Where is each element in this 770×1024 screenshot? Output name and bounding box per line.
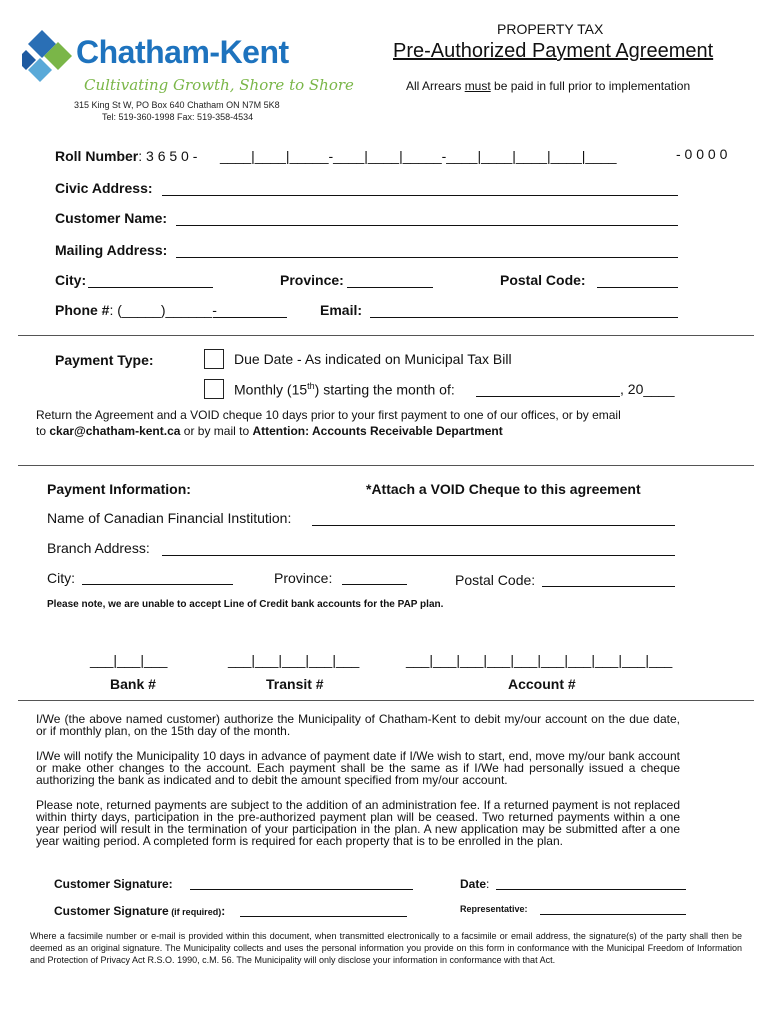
divider-bottom (18, 700, 754, 701)
monthly-start-field[interactable] (476, 396, 620, 397)
representative-field[interactable] (540, 914, 686, 915)
bank-number-label: Bank # (110, 676, 156, 692)
arrears-must: must (464, 79, 491, 93)
return-email-link[interactable]: ckar@chatham-kent.ca (49, 424, 181, 438)
customer-signature-optional-field[interactable] (240, 916, 407, 917)
customer-signature-label: Customer Signature: (54, 877, 173, 891)
payment-information-label: Payment Information: (47, 481, 191, 497)
legal-disclaimer: Where a facsimile number or e-mail is provided within this document, when transmitted electronically to a facsimile or email address, the signature(s) of the party shall then be deemed as an original signature. The Municipality collects and uses the personal information you provide on this form in conformance with the Municipal Freedom of Information and Protection of Privacy Act R.S.O. 1990, c.M. 56. The Municipality will only disclose your information in conformance with that Act. (30, 931, 742, 965)
terms-notification: I/We will notify the Municipality 10 days in advance of payment date if I/We wish to start, end, move my/our bank account or make other changes to the account. Each payment shall be the same as if I/We had personally issued a cheque authorizing the bank as indicated and to debit the amount specified from my/our account. (36, 749, 680, 787)
terms-authorization: I/We (the above named customer) authorize the Municipality of Chatham-Kent to debit my/our account on the due date, or if monthly plan, on the 15th day of the month. (36, 712, 680, 738)
logo-address: 315 King St W, PO Box 640 Chatham ON N7M 5K8 (74, 100, 280, 110)
mailing-address-text: Mailing Address (55, 242, 163, 258)
province-field[interactable] (347, 287, 433, 288)
bank-province-label: Province: (274, 570, 333, 586)
logo-tagline: Cultivating Growth, Shore to Shore (84, 76, 354, 94)
due-date-checkbox[interactable] (204, 349, 224, 369)
date-label: Date: (460, 877, 490, 891)
branch-address-field[interactable] (162, 555, 675, 556)
monthly-sup: th (307, 381, 315, 391)
civic-address-text: Civic Address (55, 180, 148, 196)
monthly-text-a: Monthly (15 (234, 381, 308, 398)
institution-field[interactable] (312, 525, 675, 526)
email-field[interactable] (370, 317, 678, 318)
customer-name-label: Customer Name: (55, 210, 168, 226)
bank-city-label: City: (47, 570, 75, 586)
account-number-input[interactable]: ___|___|___|___|___|___|___|___|___|___ (406, 652, 673, 668)
bank-city-field[interactable] (82, 584, 233, 585)
date-field[interactable] (496, 889, 686, 890)
city-field[interactable] (88, 287, 213, 288)
customer-signature-field[interactable] (190, 889, 413, 890)
bank-number-input[interactable]: ___|___|___ (90, 652, 168, 668)
divider-middle (18, 465, 754, 466)
return-to-text: to (36, 424, 50, 438)
postal-code-field[interactable] (597, 287, 678, 288)
return-attention-text: Attention: Accounts Receivable Department (252, 424, 503, 438)
mailing-address-label: Mailing Address: (55, 242, 168, 258)
terms-returned-payments: Please note, returned payments are subject to the addition of an administration fee. If a returned payment is not replaced within thirty days, participation in the pre-authorized payment plan will be ceased. Two returned payments within a one year period will result in the termination of your participation in the plan. A new application may be submitted after a one year waiting period. A completed form is required for each property that is to be enrolled in the plan. (36, 798, 680, 848)
monthly-checkbox[interactable] (204, 379, 224, 399)
customer-signature-optional-text: Customer Signature (54, 904, 169, 918)
civic-address-field[interactable] (162, 195, 678, 196)
representative-label: Representative: (460, 904, 528, 914)
arrears-text-a: All Arrears (406, 79, 465, 93)
postal-code-text: Postal Code (500, 272, 581, 288)
divider-top (18, 335, 754, 336)
civic-address-label: Civic Address: (55, 180, 153, 196)
transit-number-input[interactable]: ___|___|___|___|___ (228, 652, 360, 668)
city-label: City: (55, 272, 87, 288)
return-instructions-line2 (36, 424, 503, 438)
branch-address-label: Branch Address: (47, 540, 150, 556)
phone-field[interactable] (213, 317, 287, 318)
logo (22, 28, 354, 128)
logo-name: Chatham-Kent (76, 34, 289, 70)
payment-type-label: Payment Type: (55, 352, 154, 368)
city-text: City (55, 272, 82, 288)
customer-name-text: Customer Name (55, 210, 163, 226)
province-label: Province: (280, 272, 344, 288)
roll-prefix: : 3 6 5 0 - (138, 148, 198, 164)
if-required-note: (if required) (168, 907, 222, 917)
page-title: Pre-Authorized Payment Agreement (393, 40, 714, 62)
bank-province-field[interactable] (342, 584, 407, 585)
return-instructions-line1: Return the Agreement and a VOID cheque 10 days prior to your first payment to one of our offices, or by email (36, 408, 621, 422)
credit-note: Please note, we are unable to accept Line of Credit bank accounts for the PAP plan. (47, 599, 444, 610)
roll-number-row (55, 148, 197, 164)
date-text: Date (460, 877, 487, 891)
account-number-label: Account # (508, 676, 576, 692)
postal-code-label: Postal Code: (500, 272, 586, 288)
roll-number-input[interactable]: ____|____|_____-____|____|_____-____|____|____|____|____ (220, 148, 617, 164)
bank-postal-field[interactable] (542, 586, 675, 587)
arrears-text-b: be paid in full prior to implementation (490, 79, 691, 93)
void-cheque-note: *Attach a VOID Cheque to this agreement (366, 481, 641, 497)
phone-mask[interactable]: : (_____)______- (109, 302, 217, 318)
logo-contact: Tel: 519-360-1998 Fax: 519-358-4534 (102, 112, 254, 122)
customer-signature-optional-label: Customer Signature (if required): (54, 904, 226, 918)
monthly-text-b: ) starting the month of: (314, 381, 455, 398)
bank-postal-label: Postal Code: (455, 572, 536, 588)
roll-number-label: Roll Number (55, 148, 139, 164)
province-text: Province (280, 272, 340, 288)
monthly-year-field[interactable]: , 20____ (620, 381, 675, 397)
property-tax-label: PROPERTY TAX (497, 21, 604, 37)
roll-suffix: - 0 0 0 0 (676, 146, 728, 162)
monthly-option-label (234, 381, 455, 398)
mailing-address-field[interactable] (176, 257, 678, 258)
email-text: Email (320, 302, 358, 318)
phone-row (55, 302, 217, 318)
email-label: Email: (320, 302, 363, 318)
credit-note-text: Please note, we are unable to accept Line of Credit bank accounts for the PAP plan (47, 599, 441, 610)
chatham-kent-diamond-logo-icon (22, 28, 82, 84)
transit-number-label: Transit # (266, 676, 324, 692)
customer-name-field[interactable] (176, 225, 678, 226)
arrears-notice (406, 79, 690, 93)
phone-label: Phone # (55, 302, 110, 318)
institution-label: Name of Canadian Financial Institution: (47, 510, 292, 526)
return-mid-text: or by mail to (180, 424, 253, 438)
due-date-option-label: Due Date - As indicated on Municipal Tax Bill (234, 351, 512, 367)
